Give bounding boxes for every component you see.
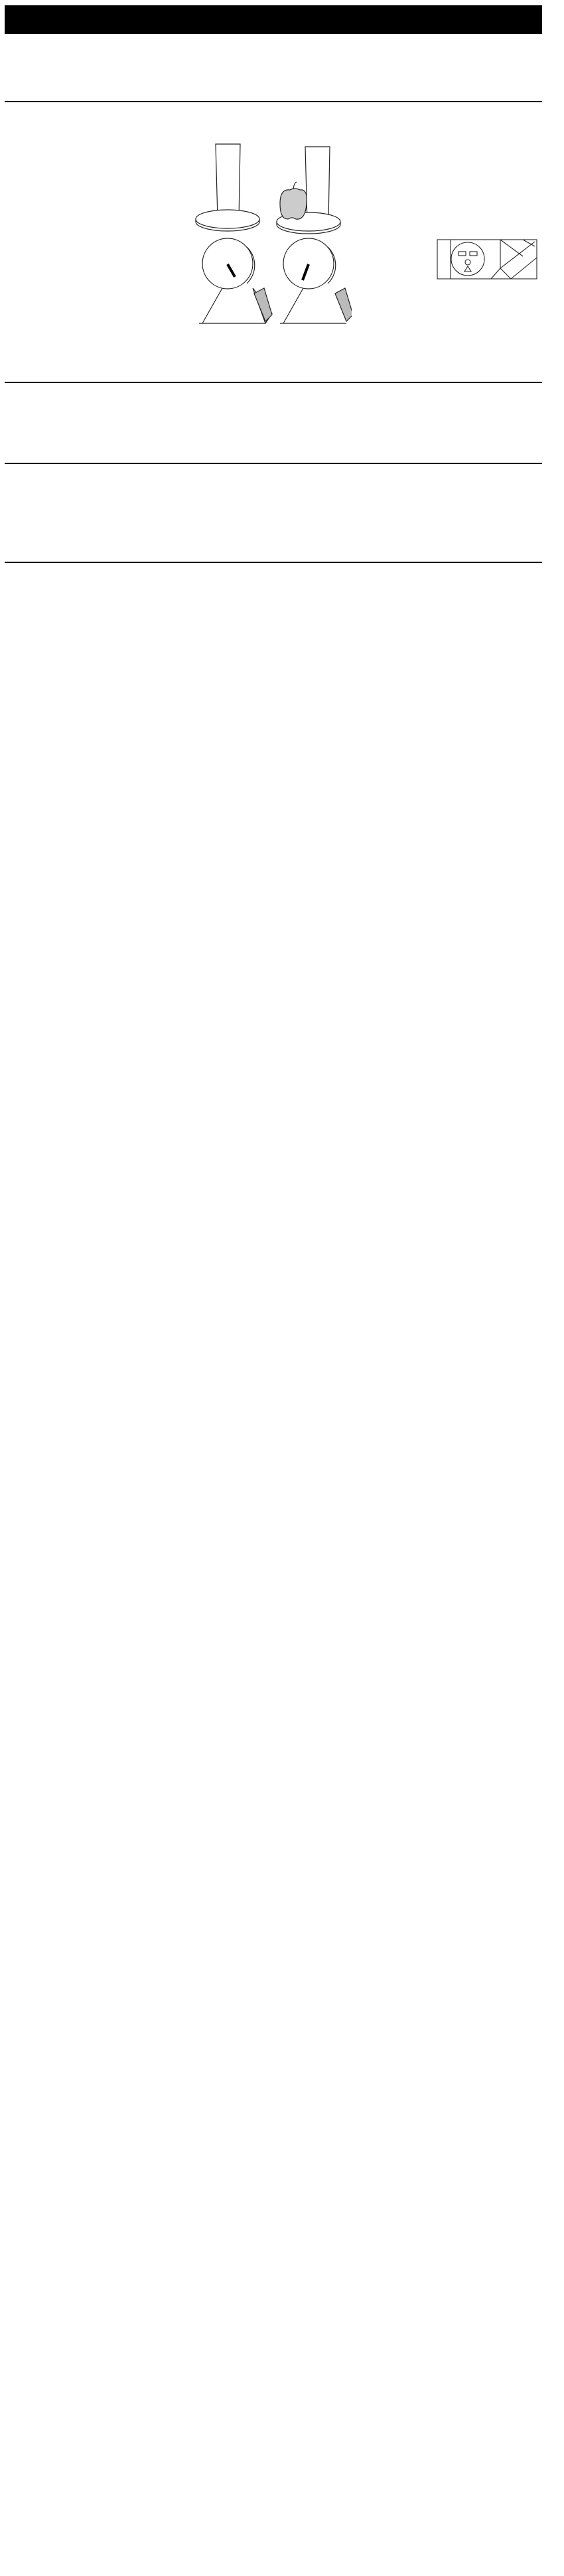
q5-option-c[interactable] xyxy=(293,602,317,614)
q1-option-c[interactable] xyxy=(293,76,317,88)
q5-option-a[interactable] xyxy=(29,602,52,614)
section-header-mental-ability xyxy=(5,5,542,34)
number-line xyxy=(292,317,504,384)
q2-option-a[interactable] xyxy=(29,357,52,370)
shapes-figure xyxy=(437,239,537,280)
q4-option-b[interactable] xyxy=(157,502,181,526)
question-3 xyxy=(5,397,29,410)
q3-option-c[interactable] xyxy=(29,444,52,457)
scales-figure xyxy=(192,141,352,325)
question-5 xyxy=(5,578,29,591)
q1-option-d[interactable] xyxy=(419,76,443,88)
q3-option-d[interactable] xyxy=(157,444,181,457)
q3-option-b[interactable] xyxy=(157,418,181,431)
divider xyxy=(5,463,542,464)
q2-option-b[interactable] xyxy=(157,357,181,370)
question-1 xyxy=(5,49,29,62)
question-4 xyxy=(5,477,29,490)
q1-option-a[interactable] xyxy=(29,76,52,88)
q3-option-a[interactable] xyxy=(29,418,52,431)
q1-option-b[interactable] xyxy=(157,76,181,88)
q5-option-d[interactable] xyxy=(419,602,443,614)
q5-option-b[interactable] xyxy=(157,602,181,614)
question-2 xyxy=(5,118,29,131)
q4-option-a[interactable] xyxy=(29,502,52,526)
divider xyxy=(5,562,542,563)
divider xyxy=(5,101,542,102)
